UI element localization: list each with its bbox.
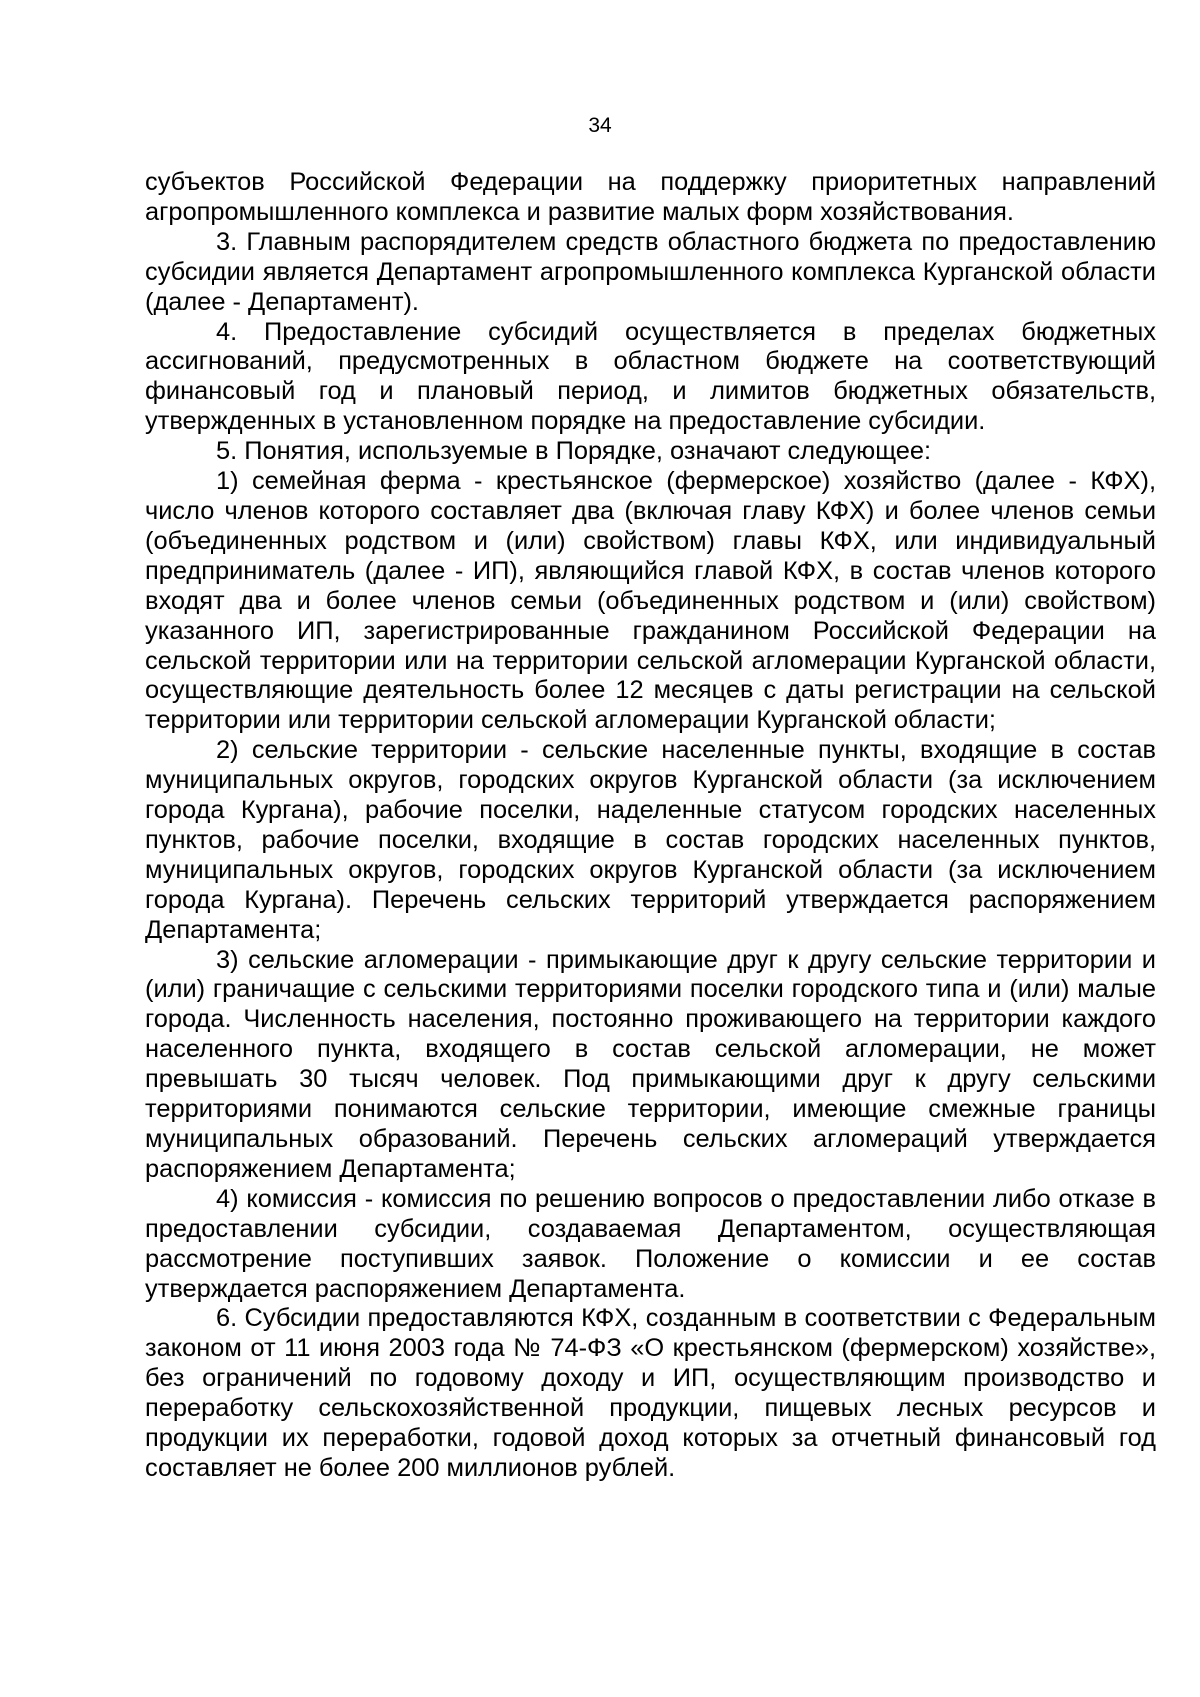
definition-rural-agglomerations: 3) сельские агломерации - примыкающие друг к другу сельские территории и (или) граничащие с сельскими территориями поселки городского типа и (или) малые города. Численность населения, постоянно проживающего на территории каждого населенного пункта, входящего в состав сельской агломерации, не может превышать 30 тысяч человек. Под примыкающими друг к другу сельскими территориями понимаются сельские территории, имеющие смежные границы муниципальных образований. Перечень сельских агломераций утверждается распоряжением Департамента; — [145, 945, 1156, 1183]
paragraph-continuation: субъектов Российской Федерации на поддержку приоритетных направлений агропромышленного комплекса и развитие малых форм хозяйствования. — [145, 168, 1156, 226]
paragraph-item-3: 3. Главным распорядителем средств областного бюджета по предоставлению субсидии является Департамент агропромышленного комплекса Курганской области (далее - Департамент). — [145, 227, 1156, 316]
page-number: 34 — [588, 114, 612, 137]
paragraph-item-6: 6. Субсидии предоставляются КФХ, созданным в соответствии с Федеральным законом от 11 июня 2003 года № 74-ФЗ «О крестьянском (фермерском) хозяйстве», без ограничений по годовому доходу и ИП, осуществляющим производство и переработку сельскохозяйственной продукции, пищевых лесных ресурсов и продукции их переработки, годовой доход которых за отчетный финансовый год составляет не более 200 миллионов рублей. — [145, 1304, 1156, 1482]
definition-commission: 4) комиссия - комиссия по решению вопросов о предоставлении либо отказе в предоставлении субсидии, создаваемая Департаментом, осуществляющая рассмотрение поступивших заявок. Положение о комиссии и ее состав утверждается распоряжением Департамента. — [145, 1184, 1156, 1303]
definition-family-farm: 1) семейная ферма - крестьянское (фермерское) хозяйство (далее - КФХ), число членов которого составляет два (включая главу КФХ) и более членов семьи (объединенных родством и (или) свойством) главы КФХ, или индивидуальный предприниматель (далее - ИП), являющийся главой КФХ, в состав членов которого входят два и более членов семьи (объединенных родством и (или) свойством) указанного ИП, зарегистрированные гражданином Российской Федерации на сельской территории или на территории сельской агломерации Курганской области, осуществляющие деятельность более 12 месяцев с даты регистрации на сельской территории или территории сельской агломерации Курганской области; — [145, 467, 1156, 735]
paragraph-item-5: 5. Понятия, используемые в Порядке, означают следующее: — [216, 437, 932, 466]
definition-rural-territories: 2) сельские территории - сельские населенные пункты, входящие в состав муниципальных округов, городских округов Курганской области (за исключением города Кургана), рабочие поселки, наделенные статусом городских населенных пунктов, рабочие поселки, входящие в состав городских населенных пунктов, муниципальных округов, городских округов Курганской области (за исключением города Кургана). Перечень сельских территорий утверждается распоряжением Департамента; — [145, 736, 1156, 944]
paragraph-item-4: 4. Предоставление субсидий осуществляется в пределах бюджетных ассигнований, предусмотренных в областном бюджете на соответствующий финансовый год и плановый период, и лимитов бюджетных обязательств, утвержденных в установленном порядке на предоставление субсидии. — [145, 317, 1156, 436]
document-body — [145, 168, 1156, 1484]
